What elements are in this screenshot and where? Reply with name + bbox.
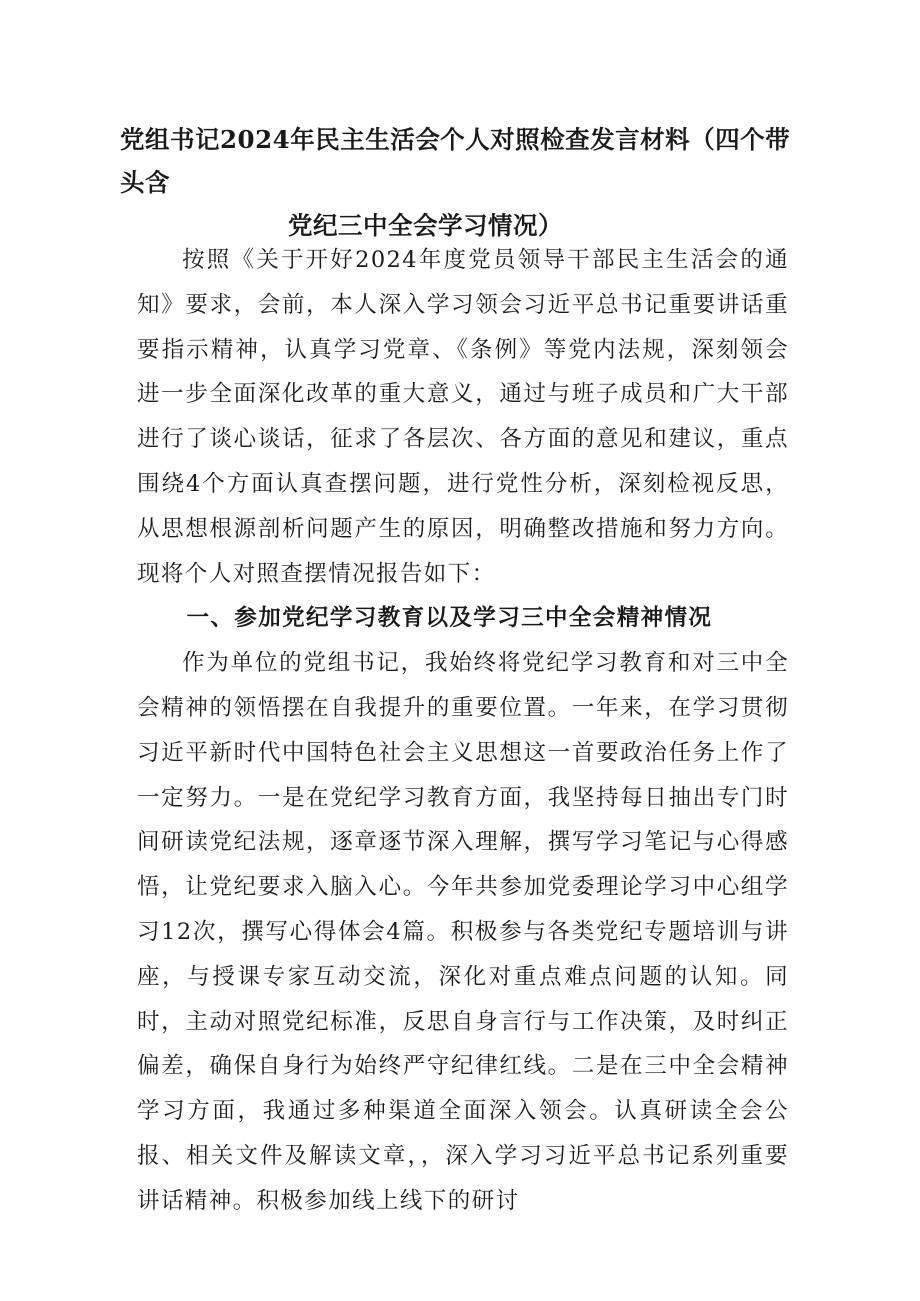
document-title	[120, 118, 810, 247]
section-1-paragraph: 作为单位的党组书记，我始终将党纪学习教育和对三中全会精神的领悟摆在自我提升的重要位置。一年来，在学习贯彻习近平新时代中国特色社会主义思想这一首要政治任务上作了一定努力。一是在党纪学习教育方面，我坚持每日抽出专门时间研读党纪法规，逐章逐节深入理解，撰写学习笔记与心得感悟，让党纪要求入脑入心。今年共参加党委理论学习中心组学习12次，撰写心得体会4篇。积极参与各类党纪专题培训与讲座，与授课专家互动交流，深化对重点难点问题的认知。同时，主动对照党纪标准，反思自身言行与工作决策，及时纠正偏差，确保自身行为始终严守纪律红线。二是在三中全会精神学习方面，我通过多种渠道全面深入领会。认真研读全会公报、相关文件及解读文章，，深入学习习近平总书记系列重要讲话精神。积极参加线上线下的研讨	[137, 650, 789, 1214]
section-1-heading: 一、参加党纪学习教育以及学习三中全会精神情况	[186, 605, 713, 632]
title-line-1: 党组书记2024年民主生活会个人对照检查发言材料（四个带头含	[120, 125, 791, 197]
intro-paragraph: 按照《关于开好2024年度党员领导干部民主生活会的通知》要求，会前，本人深入学习领会习近平总书记重要讲话重要指示精神，认真学习党章、《条例》等党内法规，深刻领会进一步全面深化改革的重大意义，通过与班子成员和广大干部进行了谈心谈话，征求了各层次、各方面的意见和建议，重点围绕4个方面认真查摆问题，进行党性分析，深刻检视反思，从思想根源剖析问题产生的原因，明确整改措施和努力方向。现将个人对照查摆情况报告如下：	[137, 247, 789, 587]
document-body	[137, 238, 789, 1224]
title-line-2: 党纪三中全会学习情况）	[288, 211, 563, 240]
